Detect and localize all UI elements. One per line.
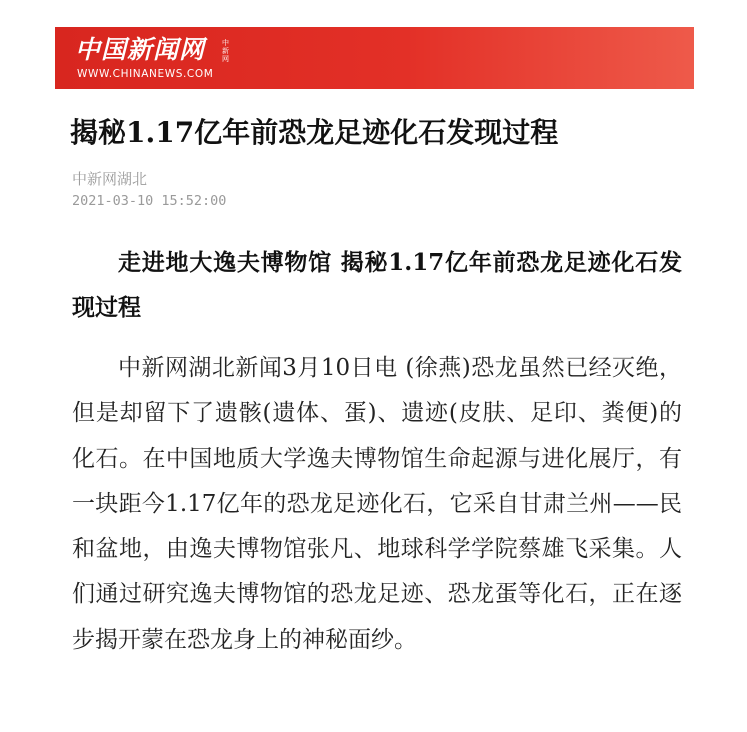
article-subheading: 走进地大逸夫博物馆 揭秘1.17亿年前恐龙足迹化石发现过程 [72, 249, 682, 321]
article-datetime: 2021-03-10 15:52:00 [72, 193, 227, 209]
article-source: 中新网湖北 [72, 170, 148, 188]
logo-wordmark: 中国新闻网 [75, 35, 206, 64]
logo-url: WWW.CHINANEWS.COM [77, 68, 214, 80]
site-header-banner [55, 27, 694, 89]
article-title: 揭秘1.17亿年前恐龙足迹化石发现过程 [70, 116, 559, 149]
logo-side-mark: 中新网 [222, 39, 229, 63]
site-logo[interactable] [75, 36, 295, 84]
article-body-paragraph: 中新网湖北新闻3月10日电 (徐燕)恐龙虽然已经灭绝，但是却留下了遗骸(遗体、蛋)、遗迹(皮肤、足印、粪便)的化石。在中国地质大学逸夫博物馆生命起源与进化展厅，有一块距今1.17亿年的恐龙足迹化石，它采自甘肃兰州——民和盆地，由逸夫博物馆张凡、地球科学学院蔡雄飞采集。人们通过研究逸夫博物馆的恐龙足迹、恐龙蛋等化石，正在逐步揭开蒙在恐龙身上的神秘面纱。 [72, 355, 682, 653]
